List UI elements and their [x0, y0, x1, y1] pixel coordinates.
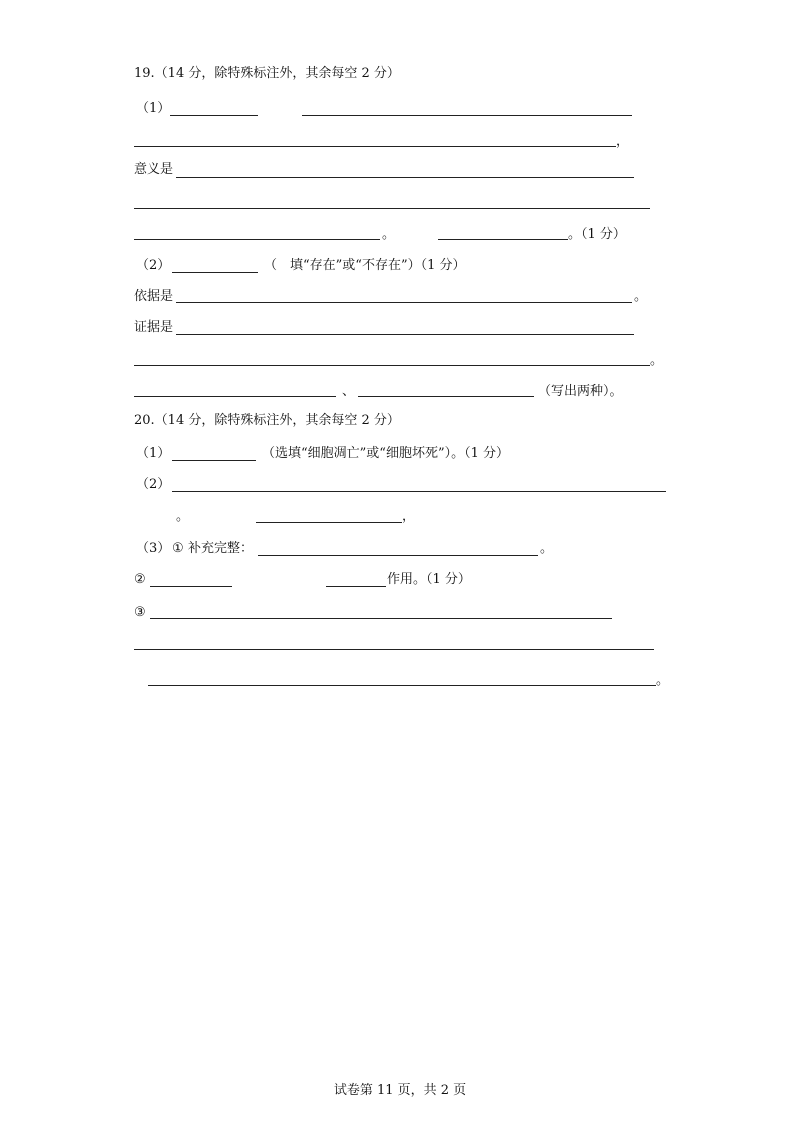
q20-header: 20.（14 分，除特殊标注外，其余每空 2 分）: [134, 413, 400, 428]
q19-write-two: （写出两种）。: [538, 384, 623, 399]
q19-period: 。: [382, 227, 396, 242]
q20-complete-blank[interactable]: [258, 555, 538, 556]
q20-part2-label: （2）: [136, 477, 171, 492]
q19-exist-hint: （ 填“存在”或“不存在”）（1 分）: [264, 258, 466, 273]
q20-part1-label: （1）: [136, 446, 171, 461]
q19-blank-1b[interactable]: [302, 115, 632, 116]
q20-complete-label: 补充完整：: [188, 541, 254, 556]
q19-meaning-label: 意义是: [134, 162, 174, 177]
q20-blank-2a[interactable]: [150, 586, 232, 587]
q19-evidence-label: 证据是: [134, 320, 174, 335]
q20-blank-2b[interactable]: [326, 586, 386, 587]
circled-1-icon: ①: [172, 541, 184, 556]
q19-blank-1a[interactable]: [170, 115, 258, 116]
q19-comma: ，: [616, 134, 630, 149]
q19-meaning-blank-3[interactable]: [134, 239, 380, 240]
q19-basis-label: 依据是: [134, 289, 174, 304]
q19-part2-label: （2）: [136, 258, 171, 273]
q20-blank-3a[interactable]: [150, 618, 612, 619]
q20-choose-blank[interactable]: [172, 460, 256, 461]
q19-header: 19.（14 分，除特殊标注外，其余每空 2 分）: [134, 66, 400, 81]
page-footer: 试卷第 11 页，共 2 页: [333, 1083, 467, 1098]
q19-evidence-blank-2[interactable]: [134, 365, 650, 366]
q19-evidence-period: 。: [650, 353, 664, 368]
q19-pause: 、: [342, 384, 356, 399]
q20-choose-hint: （选填“细胞凋亡”或“细胞坏死”）。（1 分）: [262, 446, 509, 461]
q20-part2-blank-2[interactable]: [256, 522, 402, 523]
q19-blank-1d[interactable]: [438, 239, 568, 240]
q20-comma: ，: [402, 509, 416, 524]
q20-part3-label: （3）: [136, 541, 171, 556]
q19-blank-1c[interactable]: [134, 146, 616, 147]
q20-blank-3b[interactable]: [134, 649, 654, 650]
circled-3-icon: ③: [134, 605, 146, 620]
q19-meaning-blank-2[interactable]: [134, 208, 650, 209]
q19-basis-blank[interactable]: [176, 302, 632, 303]
q19-evidence-item-1[interactable]: [134, 396, 336, 397]
q20-dot: 。: [176, 509, 190, 524]
q19-one-point: 。（1 分）: [568, 227, 626, 242]
q20-blank-3c[interactable]: [148, 685, 656, 686]
q19-meaning-blank[interactable]: [176, 177, 634, 178]
circled-2-icon: ②: [134, 572, 146, 587]
q19-basis-period: 。: [634, 289, 648, 304]
q20-complete-period: 。: [540, 541, 554, 556]
q20-final-period: 。: [656, 673, 670, 688]
q20-effect: 作用。（1 分）: [387, 572, 471, 587]
q19-evidence-blank[interactable]: [176, 334, 634, 335]
q20-part2-blank[interactable]: [172, 491, 666, 492]
q19-part1-label: （1）: [136, 101, 171, 116]
q19-exist-blank[interactable]: [172, 272, 258, 273]
q19-evidence-item-2[interactable]: [358, 396, 534, 397]
